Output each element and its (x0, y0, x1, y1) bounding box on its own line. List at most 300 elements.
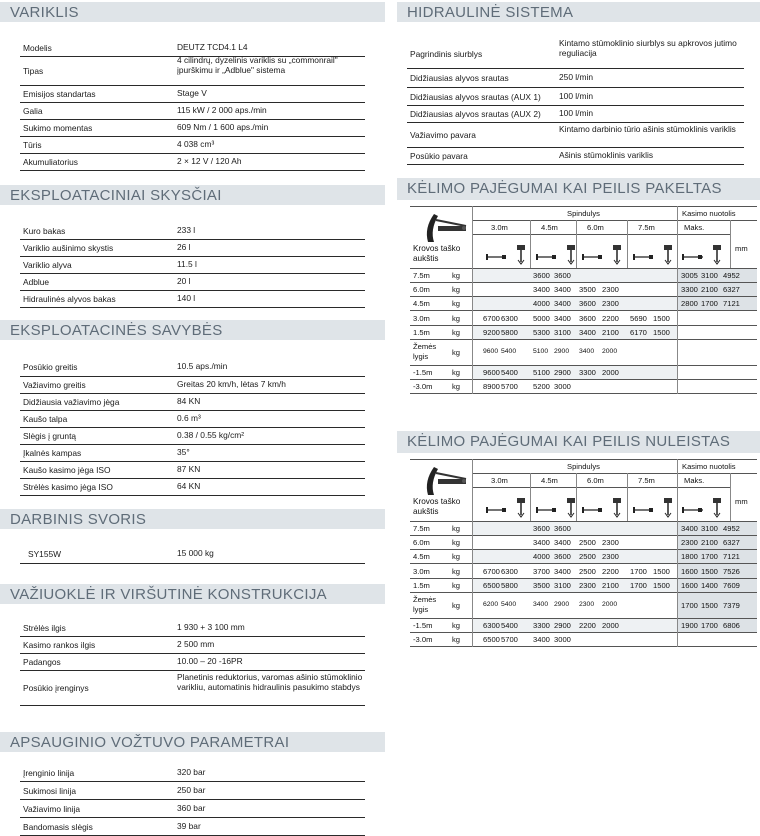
unit-label: kg (452, 299, 461, 308)
hydraulic-header: HIDRAULINĖ SISTEMA (397, 2, 760, 22)
unit-label: kg (452, 271, 461, 280)
spec-row (20, 800, 365, 818)
capacity-value: 4000 (533, 552, 550, 561)
capacity-value: 5700 (501, 635, 518, 644)
spec-row (20, 462, 365, 479)
max-reach-value: 2800 (681, 299, 698, 308)
spec-value: 100 l/min (559, 108, 593, 118)
capacity-value: 2000 (602, 368, 619, 377)
unit-label: kg (452, 552, 461, 561)
weight-rows (20, 545, 365, 564)
col-divider (730, 473, 731, 521)
max-reach-value: 6327 (723, 285, 740, 294)
spec-label: Kuro bakas (23, 226, 66, 236)
spec-value: 140 l (177, 293, 196, 303)
capacity-value: 3600 (533, 271, 550, 280)
capacity-value: 3600 (579, 313, 596, 323)
max-reach-value: 1700 (701, 621, 718, 630)
max-reach-value: 3100 (701, 524, 718, 533)
capacity-value: 5690 (630, 313, 647, 323)
capacity-value: 3000 (554, 635, 571, 644)
spec-label: Sukimo momentas (23, 123, 93, 133)
capacity-value: 6500 (483, 581, 500, 590)
capacity-value: 2300 (602, 552, 619, 561)
max-reach-value: 4952 (723, 524, 740, 533)
col-divider (677, 459, 678, 473)
max-reach-value: 7609 (723, 581, 740, 590)
spec-value: 10.00 – 20 -16PR (177, 656, 243, 666)
max-reach-value: 1500 (701, 601, 718, 610)
spec-value: Kintamo stūmoklinio siurblys su apkrovos jutimo reguliacija (559, 38, 737, 58)
spec-label: Tipas (23, 66, 44, 76)
spec-row (20, 223, 365, 240)
unit-label: kg (452, 538, 461, 547)
spec-row (20, 86, 365, 103)
radius-label: 6.0m (587, 476, 604, 485)
spec-row (407, 106, 744, 123)
fluids-header: EKSPLOATACINIAI SKYSČIAI (0, 185, 385, 205)
spec-value: 100 l/min (559, 90, 593, 101)
maks-label: Maks. (684, 223, 705, 232)
capacity-value: 3400 (533, 635, 550, 644)
cell-shade (472, 269, 677, 282)
spec-row (407, 88, 744, 106)
height-label: Žemės lygis (413, 342, 437, 361)
col-divider (730, 220, 731, 268)
spec-value: Kintamo darbinio tūrio ašinis stūmoklinis variklis (559, 124, 736, 134)
load-direction-icon (682, 505, 710, 517)
capacity-value: 3000 (554, 382, 571, 391)
capacity-value: 3400 (579, 328, 596, 337)
capacity-value: 3700 (533, 566, 550, 576)
unit-label: kg (452, 382, 461, 391)
max-reach-value: 3005 (681, 271, 698, 280)
max-reach-value: 1500 (701, 566, 718, 576)
col-divider (530, 220, 531, 268)
max-reach-value: 3400 (681, 524, 698, 533)
spec-value: Stage V (177, 88, 207, 98)
capacity-value: 2900 (554, 348, 570, 355)
subheader-line (472, 487, 730, 488)
header-line (472, 220, 757, 221)
capacity-value: 5400 (501, 601, 517, 608)
capacity-value: 5300 (533, 328, 550, 337)
max-reach-value: 1400 (701, 581, 718, 590)
spec-value: 35° (177, 447, 190, 457)
capacity-value: 3400 (533, 285, 550, 294)
vertical-load-icon (662, 244, 676, 266)
capacity-value: 5400 (501, 621, 518, 630)
spec-label: SY155W (28, 549, 62, 559)
height-label: 4.5m (413, 552, 430, 561)
spec-row (20, 428, 365, 445)
spec-row (20, 103, 365, 120)
spec-label: Akumuliatorius (23, 157, 78, 167)
radius-label: 6.0m (587, 223, 604, 232)
capacity-value: 6500 (483, 635, 500, 644)
max-reach-value: 3100 (701, 271, 718, 280)
row-line (410, 206, 757, 207)
spec-label: Didžiausia važiavimo jėga (23, 397, 120, 407)
valve-rows (20, 764, 365, 836)
spec-value: 2 500 mm (177, 639, 215, 649)
capacity-value: 5100 (533, 368, 550, 377)
spec-label: Didžiausias alyvos srautas (AUX 1) (410, 91, 541, 102)
valve-header: APSAUGINIO VOŽTUVO PARAMETRAI (0, 732, 385, 752)
spec-row (407, 40, 744, 69)
spec-label: Posūkio įrenginys (23, 683, 89, 693)
capacity-value: 2300 (579, 601, 595, 608)
capacity-value: 3100 (554, 328, 571, 337)
capacity-value: 1700 (630, 581, 647, 590)
col-divider (627, 473, 628, 521)
capacity-value: 3600 (533, 524, 550, 533)
mm-label: mm (735, 497, 748, 506)
capacity-value: 3600 (554, 524, 571, 533)
capacity-value: 5400 (501, 348, 517, 355)
spec-row (20, 654, 365, 671)
capacity-value: 2200 (602, 566, 619, 576)
engine-header: VARIKLIS (0, 2, 385, 22)
spec-value: 320 bar (177, 766, 206, 777)
radius-label: 7.5m (638, 223, 655, 232)
max-reach-value: 7121 (723, 552, 740, 561)
capacity-value: 3400 (554, 299, 571, 308)
capacity-value: 3300 (579, 368, 596, 377)
unit-label: kg (452, 621, 461, 630)
spec-label: Važiavimo greitis (23, 380, 86, 390)
radius-label: 7.5m (638, 476, 655, 485)
spec-row (407, 148, 744, 165)
height-label: 4.5m (413, 299, 430, 308)
capacity-value: 6300 (501, 566, 518, 576)
spec-label: Strėlės ilgis (23, 623, 66, 633)
height-label: -3.0m (413, 382, 433, 391)
spec-label: Įkalnės kampas (23, 448, 82, 458)
col-divider (677, 220, 678, 394)
subheader-line (472, 234, 730, 235)
spec-row (20, 57, 365, 86)
load-direction-icon (633, 252, 661, 264)
load-direction-icon (536, 505, 564, 517)
height-label: Žemės lygis (413, 595, 437, 614)
hydraulic-rows (407, 40, 744, 165)
spec-label: Slėgis į gruntą (23, 431, 77, 441)
kasimo-nuotolis-label: Kasimo nuotolis (682, 462, 736, 471)
spec-value: Ašinis stūmoklinis variklis (559, 150, 654, 160)
spec-label: Strėlės kasimo jėga ISO (23, 482, 113, 492)
spec-row (20, 137, 365, 154)
krovos-tasko-label: Krovos taško aukštis (413, 244, 461, 263)
capacity-value: 1500 (653, 566, 670, 576)
chassis-section (0, 584, 385, 693)
capacity-value: 3100 (554, 581, 571, 590)
spec-row (20, 394, 365, 411)
spec-row (20, 120, 365, 137)
spec-row (20, 274, 365, 291)
capacity-value: 2500 (579, 566, 596, 576)
capacity-value: 2300 (602, 538, 619, 547)
props-header: EKSPLOATACINĖS SAVYBĖS (0, 320, 385, 340)
max-reach-value: 7526 (723, 566, 740, 576)
capacity-value: 9600 (483, 348, 499, 355)
capacity-value: 4000 (533, 299, 550, 308)
spindulys-label: Spindulys (567, 462, 600, 471)
spec-value: 11.5 l (177, 259, 197, 269)
spec-row (20, 637, 365, 654)
spec-label: Kasimo rankos ilgis (23, 640, 96, 650)
col-divider (576, 473, 577, 521)
spec-value: 84 KN (177, 396, 201, 406)
capacity-value: 2200 (602, 313, 619, 323)
max-reach-value: 1700 (681, 601, 698, 610)
max-reach-value: 3300 (681, 285, 698, 294)
unit-label: kg (452, 601, 461, 610)
row-line (410, 393, 757, 394)
capacity-value: 6170 (630, 328, 647, 337)
height-label: 1.5m (413, 581, 430, 590)
col-divider (472, 206, 473, 220)
max-reach-value: 6806 (723, 621, 740, 630)
spec-label: Emisijos standartas (23, 89, 96, 99)
capacity-value: 5100 (533, 348, 549, 355)
spec-label: Variklio aušinimo skystis (23, 243, 114, 253)
spec-label: Variklio alyva (23, 260, 72, 270)
col-divider (472, 473, 473, 647)
height-label: 6.0m (413, 285, 430, 294)
spec-value: 39 bar (177, 820, 201, 831)
spec-label: Važiavimo pavara (410, 130, 476, 140)
load-direction-icon (682, 252, 710, 264)
spec-value: 26 l (177, 242, 191, 252)
capacity-value: 3400 (533, 601, 549, 608)
capacity-value: 2100 (602, 581, 619, 590)
max-reach-value: 1600 (681, 581, 698, 590)
spec-value: 250 l/min (559, 72, 593, 82)
spec-value: 233 l (177, 225, 196, 235)
props-rows (20, 358, 365, 496)
radius-label: 3.0m (491, 223, 508, 232)
height-label: 7.5m (413, 524, 430, 533)
spec-label: Didžiausias alyvos srautas (410, 73, 509, 83)
spec-label: Hidraulinės alyvos bakas (23, 294, 116, 304)
col-divider (627, 220, 628, 268)
capacity-value: 6700 (483, 313, 500, 323)
capacity-value: 2500 (579, 552, 596, 561)
capacity-value: 2000 (602, 601, 618, 608)
engine-section (0, 2, 385, 167)
capacity-value: 5800 (501, 581, 518, 590)
vertical-load-icon (711, 497, 725, 519)
unit-label: kg (452, 566, 461, 576)
spec-row (20, 154, 365, 171)
props-section (0, 320, 385, 492)
chassis-header: VAŽIUOKLĖ IR VIRŠUTINĖ KONSTRUKCIJA (0, 584, 385, 604)
capacity-value: 9600 (483, 368, 500, 377)
capacity-value: 5700 (501, 382, 518, 391)
vertical-load-icon (711, 244, 725, 266)
capacity-value: 5400 (501, 368, 518, 377)
spec-label: Posūkio greitis (23, 362, 78, 372)
spec-label: Adblue (23, 277, 50, 287)
height-label: 1.5m (413, 328, 430, 337)
spec-label: Tūris (23, 140, 42, 150)
capacity-value: 1500 (653, 313, 670, 323)
spec-label: Įrenginio linija (23, 767, 75, 778)
capacity-value: 2900 (554, 368, 571, 377)
unit-label: kg (452, 581, 461, 590)
capacity-value: 1500 (653, 581, 670, 590)
spec-label: Kaušo kasimo jėga ISO (23, 465, 111, 475)
capacity-value: 2200 (579, 621, 596, 630)
max-reach-value: 2100 (701, 538, 718, 547)
max-reach-value: 1700 (701, 299, 718, 308)
spec-row (20, 291, 365, 308)
capacity-value: 2500 (579, 538, 596, 547)
max-reach-value: 4952 (723, 271, 740, 280)
radius-label: 3.0m (491, 476, 508, 485)
capacity-value: 3600 (554, 552, 571, 561)
excavator-arm-icon (414, 461, 474, 501)
vertical-load-icon (611, 244, 625, 266)
col-divider (677, 206, 678, 220)
radius-label: 4.5m (541, 223, 558, 232)
spec-value: 87 KN (177, 464, 201, 474)
capacity-value: 3300 (533, 621, 550, 630)
spec-label: Posūkio pavara (410, 151, 468, 161)
unit-label: kg (452, 368, 461, 377)
capacity-value: 2100 (602, 328, 619, 337)
spec-row (20, 782, 365, 800)
col-divider (472, 220, 473, 394)
vertical-load-icon (662, 497, 676, 519)
max-reach-value: 7379 (723, 601, 740, 610)
height-label: -1.5m (413, 621, 433, 630)
capacity-value: 2300 (579, 581, 596, 590)
capacity-value: 6300 (483, 621, 500, 630)
spec-value: 4 cilindrų, dyzelinis variklis su „commonrail" įpurškimu ir „Adblue" sistema (177, 55, 338, 75)
capacity-value: 5000 (533, 313, 550, 323)
capacity-value: 2000 (602, 348, 618, 355)
lift_down-table (410, 459, 757, 659)
lift_up-table (410, 206, 757, 406)
fluids-section (0, 185, 385, 304)
col-divider (530, 473, 531, 521)
load-direction-icon (633, 505, 661, 517)
load-direction-icon (582, 505, 610, 517)
capacity-value: 6200 (483, 601, 499, 608)
unit-label: kg (452, 313, 461, 323)
lift_up-header: KĖLIMO PAJĖGUMAI KAI PEILIS PAKELTAS (397, 178, 760, 200)
load-direction-icon (536, 252, 564, 264)
spec-label: Važiavimo linija (23, 803, 81, 814)
spec-row (407, 123, 744, 148)
capacity-value: 1500 (653, 328, 670, 337)
spec-value: 64 KN (177, 481, 201, 491)
spec-row (20, 257, 365, 274)
capacity-value: 3600 (579, 299, 596, 308)
spec-row (20, 377, 365, 394)
spec-label: Kaušo talpa (23, 414, 68, 424)
capacity-value: 2300 (602, 285, 619, 294)
max-reach-value: 1900 (681, 621, 698, 630)
spec-value: 4 038 cm³ (177, 139, 215, 149)
capacity-value: 3500 (533, 581, 550, 590)
lift_down-header: KĖLIMO PAJĖGUMAI KAI PEILIS NULEISTAS (397, 431, 760, 453)
spec-row (407, 69, 744, 88)
height-label: -1.5m (413, 368, 433, 377)
height-label: 3.0m (413, 313, 430, 323)
max-reach-value: 2300 (681, 538, 698, 547)
cell-shade (472, 522, 677, 535)
col-divider (576, 220, 577, 268)
max-reach-value: 1800 (681, 552, 698, 561)
spec-row (20, 411, 365, 428)
cell-shade (472, 297, 677, 310)
capacity-value: 3500 (579, 285, 596, 294)
row-line (410, 646, 757, 647)
unit-label: kg (452, 328, 461, 337)
capacity-value: 3400 (554, 566, 571, 576)
row-line (410, 459, 757, 460)
spec-value: 20 l (177, 276, 191, 286)
weight-header: DARBINIS SVORIS (0, 509, 385, 529)
spec-row (20, 445, 365, 462)
maks-label: Maks. (684, 476, 705, 485)
max-reach-value: 1700 (701, 552, 718, 561)
max-reach-value: 2100 (701, 285, 718, 294)
spec-row (20, 764, 365, 782)
unit-label: kg (452, 524, 461, 533)
capacity-value: 6300 (501, 313, 518, 323)
spec-row (20, 671, 365, 706)
hydraulic-section (397, 2, 760, 161)
height-label: 7.5m (413, 271, 430, 280)
spec-label: Modelis (23, 43, 52, 53)
spec-value: 0.6 m³ (177, 413, 201, 423)
excavator-arm-icon (414, 208, 474, 248)
capacity-value: 8900 (483, 382, 500, 391)
radius-label: 4.5m (541, 476, 558, 485)
unit-label: kg (452, 635, 461, 644)
load-direction-icon (486, 252, 514, 264)
fluids-rows (20, 223, 365, 308)
spec-row (20, 620, 365, 637)
spec-value: 360 bar (177, 802, 206, 813)
spec-value: 609 Nm / 1 600 aps./min (177, 122, 269, 132)
vertical-load-icon (515, 497, 529, 519)
load-direction-icon (486, 505, 514, 517)
capacity-value: 9200 (483, 328, 500, 337)
weight-section (0, 509, 385, 559)
spec-row (20, 545, 365, 564)
spec-value: 10.5 aps./min (177, 361, 228, 371)
max-reach-value: 1600 (681, 566, 698, 576)
vertical-load-icon (515, 244, 529, 266)
spec-value: 250 bar (177, 784, 206, 795)
vertical-load-icon (611, 497, 625, 519)
capacity-value: 3400 (533, 538, 550, 547)
krovos-tasko-label: Krovos taško aukštis (413, 497, 461, 516)
spec-value: Planetinis reduktorius, varomas ašinio stūmoklinio varikliu, automatinis hidraulinis pasukimo stabdys (177, 672, 363, 692)
lift_up-section (397, 178, 760, 391)
capacity-value: 2300 (602, 299, 619, 308)
height-label: 6.0m (413, 538, 430, 547)
spec-row (20, 240, 365, 257)
cell-shade (472, 550, 677, 563)
cell-shade (472, 536, 677, 549)
lift_down-section (397, 431, 760, 644)
